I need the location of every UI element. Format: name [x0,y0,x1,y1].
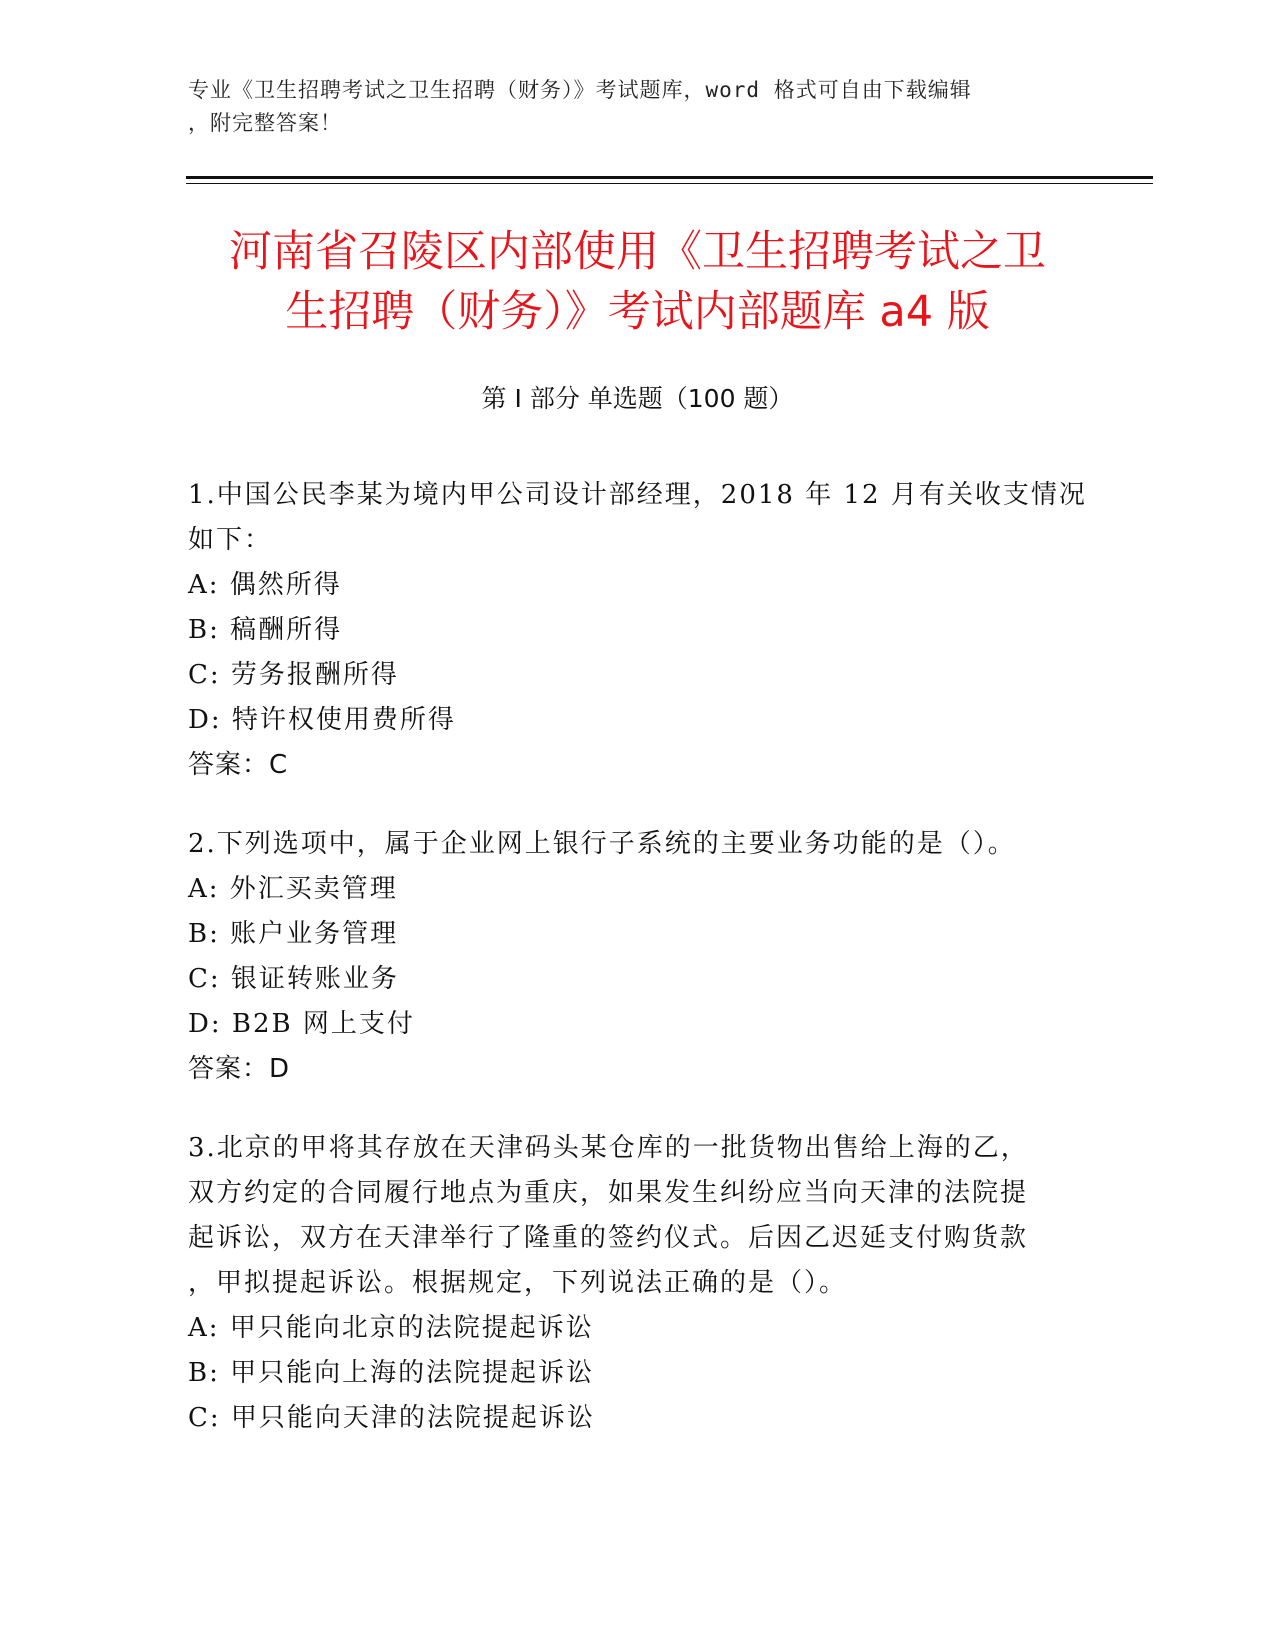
question-stem-line: 2.下列选项中，属于企业网上银行子系统的主要业务功能的是（）。 [188,829,1016,859]
question-1 [188,473,1093,788]
question-stem-line: 3.北京的甲将其存放在天津码头某仓库的一批货物出售给上海的乙， [188,1133,1029,1163]
answer-line: 答案：D [188,1054,291,1084]
option-b: B: 甲只能向上海的法院提起诉讼 [188,1358,595,1388]
option-c: C: 劳务报酬所得 [188,660,399,690]
question-stem [188,822,1093,867]
document-title [150,222,1125,342]
question-list [188,473,1093,1475]
document-title-line-2: 生招聘（财务）》考试内部题库 a4 版 [285,287,990,337]
question-stem [188,473,1093,563]
question-stem-line: 如下： [188,525,273,555]
question-stem [188,1126,1093,1306]
header-note-line-2: ，附完整答案！ [188,111,342,135]
header-rule-thick [186,176,1153,179]
header-note [188,74,1068,140]
question-stem-line: 1.中国公民李某为境内甲公司设计部经理，2018 年 12 月有关收支情况 [188,480,1087,510]
option-d: D: B2B 网上支付 [188,1009,415,1039]
question-stem-line: 双方约定的合同履行地点为重庆，如果发生纠纷应当向天津的法院提 [188,1178,1029,1208]
question-stem-line: 起诉讼，双方在天津举行了隆重的签约仪式。后因乙迟延支付购货款 [188,1223,1029,1253]
question-3 [188,1126,1093,1441]
option-a: A: 外汇买卖管理 [188,874,398,904]
option-b: B: 稿酬所得 [188,615,343,645]
answer-line: 答案：C [188,750,289,780]
option-a: A: 甲只能向北京的法院提起诉讼 [188,1313,594,1343]
section-title: 第 I 部分 单选题（100 题） [481,384,794,413]
question-2 [188,822,1093,1092]
option-a: A: 偶然所得 [188,570,342,600]
option-c: C: 银证转账业务 [188,964,399,994]
header-note-line-1: 专业《卫生招聘考试之卫生招聘（财务）》考试题库，word 格式可自由下载编辑 [188,78,972,102]
option-d: D: 特许权使用费所得 [188,705,456,735]
question-stem-line: ，甲拟提起诉讼。根据规定，下列说法正确的是（）。 [188,1268,848,1298]
document-title-line-1: 河南省召陵区内部使用《卫生招聘考试之卫 [229,227,1046,277]
header-rule-thin [186,183,1153,184]
option-b: B: 账户业务管理 [188,919,399,949]
option-c: C: 甲只能向天津的法院提起诉讼 [188,1403,595,1433]
